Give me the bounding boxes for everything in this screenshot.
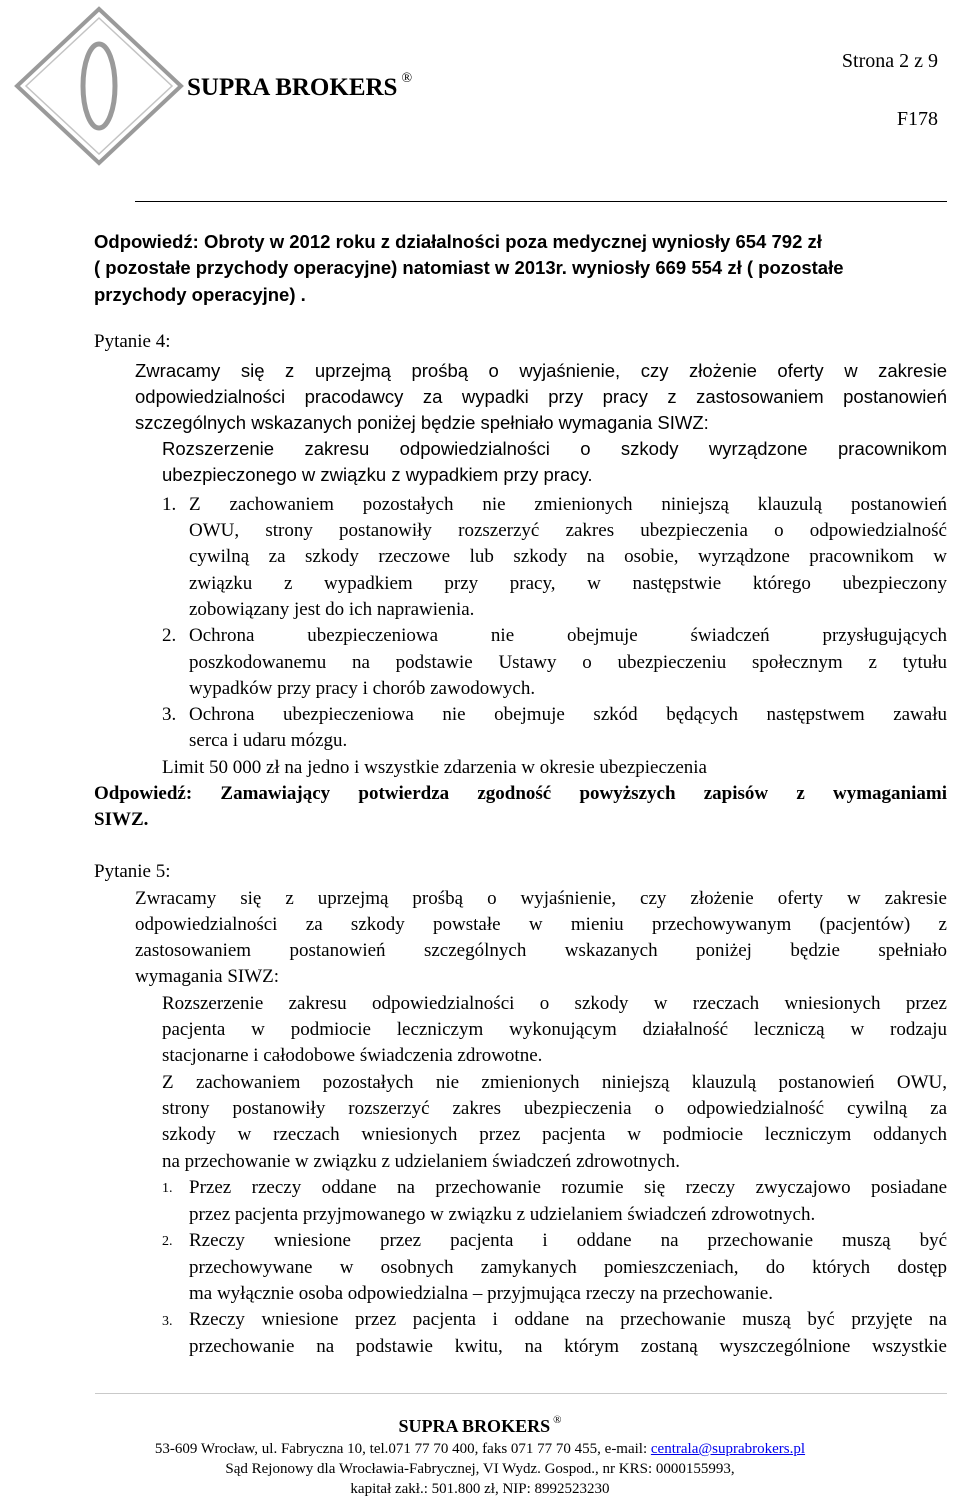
q4-item2-line-3: wypadków przy pracy i chorób zawodowych. bbox=[189, 678, 536, 699]
q4-item2-line-2: poszkodowanemu na podstawie Ustawy o ubezpieczeniu społecznym z tytułu bbox=[189, 652, 947, 673]
footer-divider bbox=[95, 1393, 947, 1394]
q5-extension-line-2: pacjenta w podmiocie leczniczym wykonującym działalność leczniczą w rodzaju bbox=[162, 1019, 947, 1040]
q4-intro-line-2: odpowiedzialności pracodawcy za wypadki przy pracy z zastosowaniem postanowień bbox=[135, 386, 947, 407]
q4-item2-line-1: Ochrona ubezpieczeniowa nie obejmuje świadczeń przysługujących bbox=[189, 625, 947, 646]
q5-item3-number: 3. bbox=[162, 1314, 173, 1329]
q4-intro-line-3: szczególnych wskazanych poniżej będzie spełniało wymagania SIWZ: bbox=[135, 412, 709, 433]
q5-item1-line-1: Przez rzeczy oddane na przechowanie rozumie się rzeczy zwyczajowo posiadane bbox=[189, 1177, 947, 1198]
answer3-line-3: przychody operacyjne) . bbox=[94, 284, 306, 305]
q5-clause-line-4: na przechowanie w związku z udzielaniem świadczeń zdrowotnych. bbox=[162, 1151, 681, 1172]
q5-item1-line-2: przez pacjenta przyjmowanego w związku z udzielaniem świadczeń zdrowotnych. bbox=[189, 1204, 816, 1225]
q4-limit: Limit 50 000 zł na jedno i wszystkie zdarzenia w okresie ubezpieczenia bbox=[162, 757, 707, 778]
header-registered-mark: ® bbox=[401, 70, 413, 86]
q5-item2-line-3: ma wyłącznie osoba odpowiedzialna – przyjmująca rzeczy na przechowanie. bbox=[189, 1283, 773, 1304]
q5-extension-line-3: stacjonarne i całodobowe świadczenia zdrowotne. bbox=[162, 1045, 543, 1066]
q4-item1-line-3: cywilną za szkody rzeczowe lub szkody na osobie, wyrządzone pracownikom w bbox=[189, 546, 947, 567]
q5-clause-line-1: Z zachowaniem pozostałych nie zmienionych niniejszą klauzulą postanowień OWU, bbox=[162, 1072, 947, 1093]
answer3-line-1: Odpowiedź: Obroty w 2012 roku z działalności poza medycznej wyniosły 654 792 zł bbox=[94, 231, 822, 252]
q4-item3-number: 3. bbox=[162, 704, 177, 725]
footer-registered-mark: ® bbox=[553, 1414, 562, 1426]
document-code: F178 bbox=[896, 108, 938, 130]
footer-brand bbox=[0, 1416, 960, 1437]
q5-intro-line-2: odpowiedzialności za szkody powstałe w mieniu przechowywanym (pacjentów) z bbox=[135, 914, 947, 935]
q4-answer-line-1: Odpowiedź: Zamawiający potwierdza zgodność powyższych zapisów z wymaganiami bbox=[94, 783, 947, 804]
q5-intro-line-4: wymagania SIWZ: bbox=[135, 966, 280, 987]
q5-item2-number: 2. bbox=[162, 1234, 173, 1249]
footer-capital: kapitał zakł.: 501.800 zł, NIP: 8992523230 bbox=[350, 1481, 610, 1497]
q4-intro-line-1: Zwracamy się z uprzejmą prośbą o wyjaśnienie, czy złożenie oferty w zakresie bbox=[135, 360, 947, 381]
q4-item3-line-1: Ochrona ubezpieczeniowa nie obejmuje szkód będących następstwem zawału bbox=[189, 704, 947, 725]
company-logo bbox=[14, 6, 184, 166]
q5-intro-line-3: zastosowaniem postanowień szczególnych wskazanych poniżej będzie spełniało bbox=[135, 940, 947, 961]
footer-address bbox=[0, 1441, 960, 1458]
q4-item1-number: 1. bbox=[162, 494, 177, 515]
q4-item1-line-2: OWU, strony postanowiły rozszerzyć zakres ubezpieczenia o odpowiedzialność bbox=[189, 520, 947, 541]
header-brand bbox=[187, 70, 413, 102]
q4-extension-line-1: Rozszerzenie zakresu odpowiedzialności o szkody wyrządzone pracownikom bbox=[162, 438, 947, 459]
q4-item1-line-5: zobowiązany jest do ich naprawienia. bbox=[189, 599, 475, 620]
q4-answer-line-2: SIWZ. bbox=[94, 809, 149, 830]
q5-item1-number: 1. bbox=[162, 1181, 173, 1196]
q5-clause-line-3: szkody w rzeczach wniesionych przez pacjenta w podmiocie leczniczym oddanych bbox=[162, 1124, 947, 1145]
q5-extension-line-1: Rozszerzenie zakresu odpowiedzialności o szkody w rzeczach wniesionych przez bbox=[162, 993, 947, 1014]
q4-item1-line-1: Z zachowaniem pozostałych nie zmienionych niniejszą klauzulą postanowień bbox=[189, 494, 947, 515]
answer3-line-2: ( pozostałe przychody operacyjne) natomiast w 2013r. wyniosły 669 554 zł ( pozostałe bbox=[94, 257, 844, 278]
q4-item2-number: 2. bbox=[162, 625, 177, 646]
q5-item2-line-1: Rzeczy wniesione przez pacjenta i oddane na przechowanie muszą być bbox=[189, 1230, 947, 1251]
header-brand-name: SUPRA BROKERS bbox=[187, 74, 398, 101]
q5-item3-line-2: przechowanie na podstawie kwitu, na którym zostaną wyszczególnione wszystkie bbox=[189, 1336, 947, 1357]
q4-item3-line-2: serca i udaru mózgu. bbox=[189, 730, 348, 751]
footer-address-text: 53-609 Wrocław, ul. Fabryczna 10, tel.071 77 70 400, faks 071 77 70 455, e-mail: bbox=[154, 1441, 651, 1457]
footer-court-registration: Sąd Rejonowy dla Wrocławia-Fabrycznej, VI Wydz. Gospod., nr KRS: 0000155993, bbox=[225, 1461, 735, 1477]
footer-brand-name: SUPRA BROKERS bbox=[398, 1416, 551, 1436]
q4-item1-line-4: związku z wypadkiem przy pracy, w następstwie którego ubezpieczony bbox=[189, 573, 947, 594]
q5-title: Pytanie 5: bbox=[94, 861, 171, 882]
q5-item2-line-2: przechowywane w osobnych zamykanych pomieszczeniach, do których dostęp bbox=[189, 1257, 947, 1278]
q5-item3-line-1: Rzeczy wniesione przez pacjenta i oddane na przechowanie muszą być przyjęte na bbox=[189, 1309, 947, 1330]
q4-title: Pytanie 4: bbox=[94, 331, 171, 352]
q5-intro-line-1: Zwracamy się z uprzejmą prośbą o wyjaśnienie, czy złożenie oferty w zakresie bbox=[135, 888, 947, 909]
q5-clause-line-2: strony postanowiły rozszerzyć zakres ubezpieczenia o odpowiedzialność cywilną za bbox=[162, 1098, 947, 1119]
q4-extension-line-2: ubezpieczonego w związku z wypadkiem przy pracy. bbox=[162, 464, 593, 485]
header-divider bbox=[135, 201, 947, 202]
footer-email-link[interactable]: centrala@suprabrokers.pl bbox=[650, 1441, 806, 1457]
page-number: Strona 2 z 9 bbox=[841, 50, 938, 72]
